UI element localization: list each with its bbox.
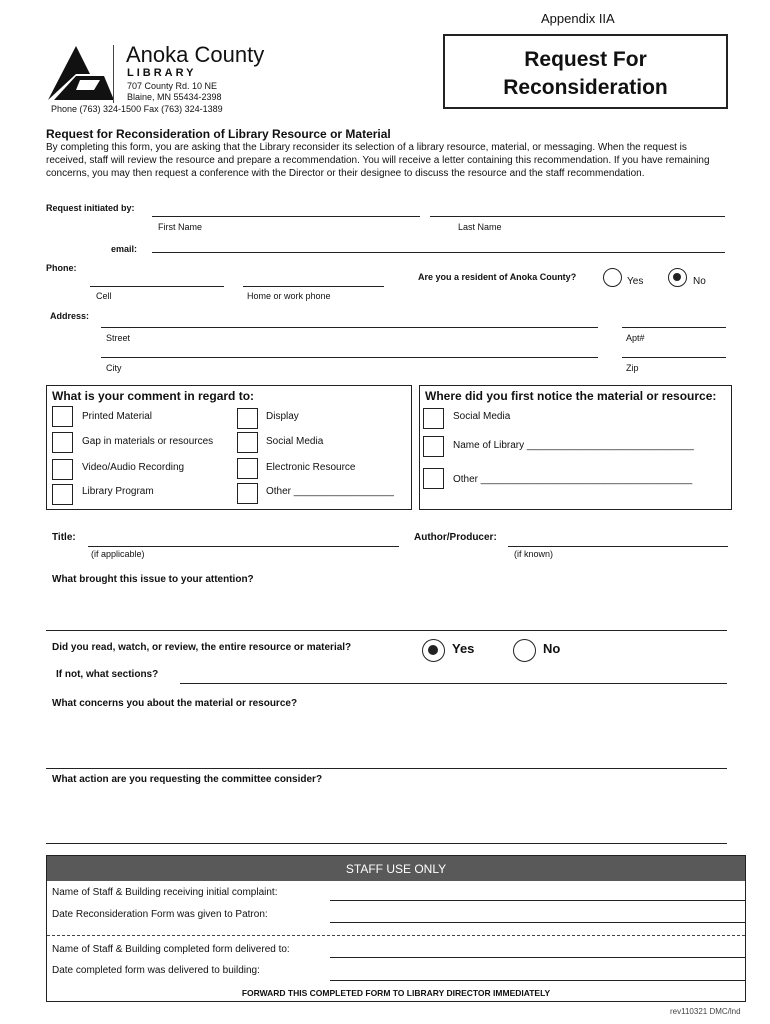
form-title-line-2: Reconsideration: [503, 76, 668, 99]
resident-yes-label: Yes: [627, 276, 644, 287]
phone-label: Phone:: [46, 263, 77, 273]
library-program-checkbox[interactable]: [52, 484, 73, 505]
email-field[interactable]: [152, 252, 725, 253]
staff-header-bar: [47, 856, 745, 881]
zip-caption: Zip: [626, 363, 639, 373]
gap-in-materials-checkbox[interactable]: [52, 432, 73, 453]
library-address-2: Blaine, MN 55434-2398: [127, 92, 222, 102]
resident-yes-radio[interactable]: [603, 268, 622, 287]
resident-question: Are you a resident of Anoka County?: [418, 272, 577, 282]
library-subname: LIBRARY: [127, 67, 197, 79]
address-label: Address:: [50, 311, 90, 321]
notice-heading: Where did you first notice the material or resource:: [425, 389, 717, 403]
reviewed-question: Did you read, watch, or review, the entire resource or material?: [52, 642, 352, 653]
home-phone-field[interactable]: [243, 286, 384, 287]
library-program-label: Library Program: [82, 486, 154, 497]
comment-social-media-checkbox[interactable]: [237, 432, 258, 453]
comment-other-label: Other __________________: [266, 486, 394, 497]
last-name-caption: Last Name: [458, 222, 502, 232]
sections-answer-field[interactable]: [180, 683, 727, 684]
staff-row-2-label: Date Reconsideration Form was given to Patron:: [52, 909, 268, 920]
attention-answer-field[interactable]: [46, 630, 727, 631]
action-answer-field[interactable]: [46, 843, 727, 844]
last-name-field[interactable]: [430, 216, 725, 217]
concerns-answer-field[interactable]: [46, 768, 727, 769]
reviewed-yes-label: Yes: [452, 641, 475, 656]
library-address-1: 707 County Rd. 10 NE: [127, 81, 218, 91]
notice-library-label: Name of Library ______________________________: [453, 440, 694, 451]
notice-social-media-checkbox[interactable]: [423, 408, 444, 429]
video-audio-label: Video/Audio Recording: [82, 462, 185, 473]
video-audio-checkbox[interactable]: [52, 459, 73, 480]
staff-footer-instruction: FORWARD THIS COMPLETED FORM TO LIBRARY DIRECTOR IMMEDIATELY: [241, 988, 551, 998]
gap-in-materials-label: Gap in materials or resources: [82, 436, 214, 447]
library-logo-icon: [46, 44, 116, 102]
staff-header-title: STAFF USE ONLY: [345, 862, 447, 876]
revision-code: rev110321 DMC/lnd: [670, 1007, 741, 1016]
notice-other-checkbox[interactable]: [423, 468, 444, 489]
resident-no-label: No: [693, 276, 706, 287]
city-caption: City: [106, 363, 122, 373]
cell-phone-field[interactable]: [90, 286, 224, 287]
title-field[interactable]: [88, 546, 399, 547]
sections-question: If not, what sections?: [56, 669, 159, 680]
intro-heading: Request for Reconsideration of Library Resource or Material: [46, 127, 391, 141]
zip-field[interactable]: [622, 357, 726, 358]
apt-caption: Apt#: [626, 333, 645, 343]
library-name: Anoka County: [126, 42, 265, 67]
street-caption: Street: [106, 333, 131, 343]
action-question: What action are you requesting the committee consider?: [52, 774, 323, 785]
staff-row-3-field[interactable]: [330, 957, 745, 958]
author-hint: (if known): [514, 549, 554, 559]
printed-material-label: Printed Material: [82, 411, 153, 422]
initiated-by-label: Request initiated by:: [46, 203, 135, 213]
reviewed-no-radio[interactable]: [513, 639, 536, 662]
comment-social-media-label: Social Media: [266, 436, 324, 447]
street-field[interactable]: [101, 327, 598, 328]
notice-library-checkbox[interactable]: [423, 436, 444, 457]
logo-divider: [113, 45, 114, 103]
display-checkbox[interactable]: [237, 408, 258, 429]
comment-other-checkbox[interactable]: [237, 483, 258, 504]
display-label: Display: [266, 411, 299, 422]
staff-row-1-field[interactable]: [330, 900, 745, 901]
staff-row-1-label: Name of Staff & Building receiving initial complaint:: [52, 887, 278, 898]
staff-row-2-field[interactable]: [330, 922, 745, 923]
city-field[interactable]: [101, 357, 598, 358]
author-label: Author/Producer:: [414, 532, 497, 543]
printed-material-checkbox[interactable]: [52, 406, 73, 427]
staff-row-3-label: Name of Staff & Building completed form delivered to:: [52, 944, 290, 955]
apt-field[interactable]: [622, 327, 726, 328]
email-label: email:: [111, 244, 138, 254]
staff-row-4-label: Date completed form was delivered to building:: [52, 965, 260, 976]
electronic-resource-checkbox[interactable]: [237, 458, 258, 479]
reviewed-yes-radio[interactable]: [422, 639, 445, 662]
attention-question: What brought this issue to your attention?: [52, 574, 254, 585]
electronic-resource-label: Electronic Resource: [266, 462, 356, 473]
reviewed-yes-selected-dot: [428, 645, 438, 655]
notice-other-label: Other ______________________________________: [453, 474, 693, 485]
resident-no-radio[interactable]: [668, 268, 687, 287]
resident-no-selected-dot: [673, 273, 681, 281]
title-label: Title:: [52, 532, 76, 543]
appendix-label: Appendix IIA: [541, 11, 615, 26]
form-title-line-1: Request For: [524, 48, 647, 71]
author-field[interactable]: [508, 546, 728, 547]
comment-heading: What is your comment in regard to:: [52, 389, 255, 403]
staff-dashed-divider: [47, 935, 745, 936]
concerns-question: What concerns you about the material or resource?: [52, 698, 298, 709]
title-hint: (if applicable): [91, 549, 145, 559]
first-name-field[interactable]: [152, 216, 420, 217]
cell-caption: Cell: [96, 291, 112, 301]
home-phone-caption: Home or work phone: [247, 291, 331, 301]
library-phone: Phone (763) 324-1500 Fax (763) 324-1389: [51, 104, 223, 114]
notice-social-media-label: Social Media: [453, 411, 511, 422]
reviewed-no-label: No: [543, 641, 561, 656]
intro-body: By completing this form, you are asking that the Library reconsider its selection of a library resource, material, or messaging. When the request is received, staff will review the resource and prepare a recommendation. You will receive a letter containing this recommendation. If you have remaining concerns, you may then request a conference with the Director or their designee to discuss the resource and the staff recommendation.: [46, 142, 710, 179]
form-title-box: [443, 34, 728, 109]
staff-row-4-field[interactable]: [330, 980, 745, 981]
first-name-caption: First Name: [158, 222, 203, 232]
